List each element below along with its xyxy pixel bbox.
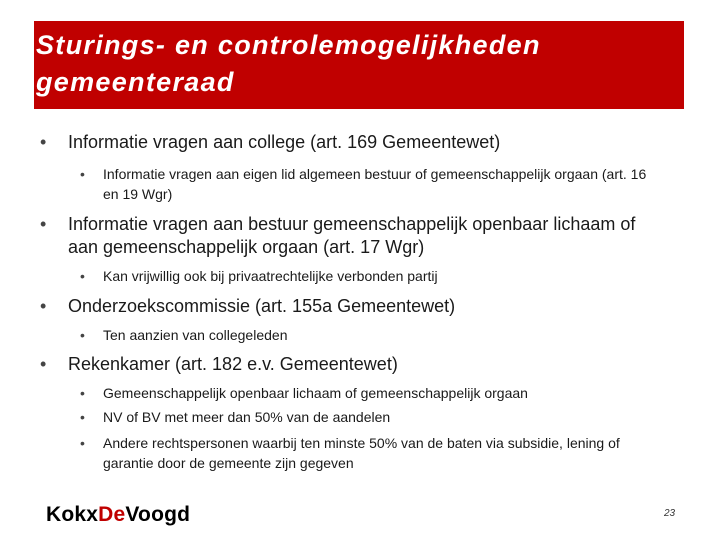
sub-bullet-text: Informatie vragen aan eigen lid algemeen bestuur of gemeenschappelijk orgaan (art. 16 en 19 Wgr) bbox=[103, 166, 647, 202]
bullet-text: Rekenkamer (art. 182 e.v. Gemeentewet) bbox=[68, 354, 398, 374]
bullet-dot-icon: • bbox=[80, 268, 85, 284]
sub-bullet-item bbox=[80, 164, 663, 204]
logo-part-1: Kokx bbox=[46, 503, 99, 526]
bullet-dot-icon: • bbox=[40, 354, 47, 374]
bullet-dot-icon: • bbox=[40, 132, 47, 152]
sub-bullet-item bbox=[80, 266, 663, 286]
kokxdevoogd-logo bbox=[46, 503, 190, 527]
sub-bullet-item bbox=[80, 383, 663, 403]
bullet-text: Informatie vragen aan bestuur gemeenschappelijk openbaar lichaam of aan gemeenschappelijk orgaan (art. 17 Wgr) bbox=[68, 214, 636, 257]
bullet-dot-icon: • bbox=[80, 435, 85, 451]
bullet-item bbox=[40, 131, 668, 154]
page-number: 23 bbox=[664, 508, 676, 519]
sub-bullet-text: Kan vrijwillig ook bij privaatrechtelijke verbonden partij bbox=[103, 268, 438, 284]
sub-bullet-text: Ten aanzien van collegeleden bbox=[103, 327, 288, 343]
bullet-text: Informatie vragen aan college (art. 169 Gemeentewet) bbox=[68, 132, 501, 152]
sub-bullet-text: Andere rechtspersonen waarbij ten minste 50% van de baten via subsidie, lening of garantie door de gemeente zijn gegeven bbox=[103, 435, 620, 471]
bullet-item bbox=[40, 295, 668, 318]
bullet-item bbox=[40, 353, 668, 376]
sub-bullet-item bbox=[80, 433, 663, 473]
sub-bullet-text: NV of BV met meer dan 50% van de aandelen bbox=[103, 409, 391, 425]
bullet-dot-icon: • bbox=[80, 385, 85, 401]
bullet-dot-icon: • bbox=[80, 166, 85, 182]
logo-part-2: De bbox=[98, 503, 126, 526]
slide-title-bar bbox=[34, 21, 684, 109]
bullet-text: Onderzoekscommissie (art. 155a Gemeentewet) bbox=[68, 296, 456, 316]
bullet-dot-icon: • bbox=[80, 327, 85, 343]
bullet-dot-icon: • bbox=[40, 296, 47, 316]
bullet-item bbox=[40, 213, 668, 259]
sub-bullet-item bbox=[80, 325, 663, 345]
bullet-dot-icon: • bbox=[40, 214, 47, 234]
slide-title-line-2: gemeenteraad bbox=[36, 67, 235, 97]
slide-title-line-1: Sturings- en controlemogelijkheden bbox=[36, 30, 541, 60]
sub-bullet-text: Gemeenschappelijk openbaar lichaam of gemeenschappelijk orgaan bbox=[103, 385, 528, 401]
logo-part-3: Voogd bbox=[125, 503, 191, 526]
bullet-dot-icon: • bbox=[80, 409, 85, 425]
sub-bullet-item bbox=[80, 407, 663, 427]
